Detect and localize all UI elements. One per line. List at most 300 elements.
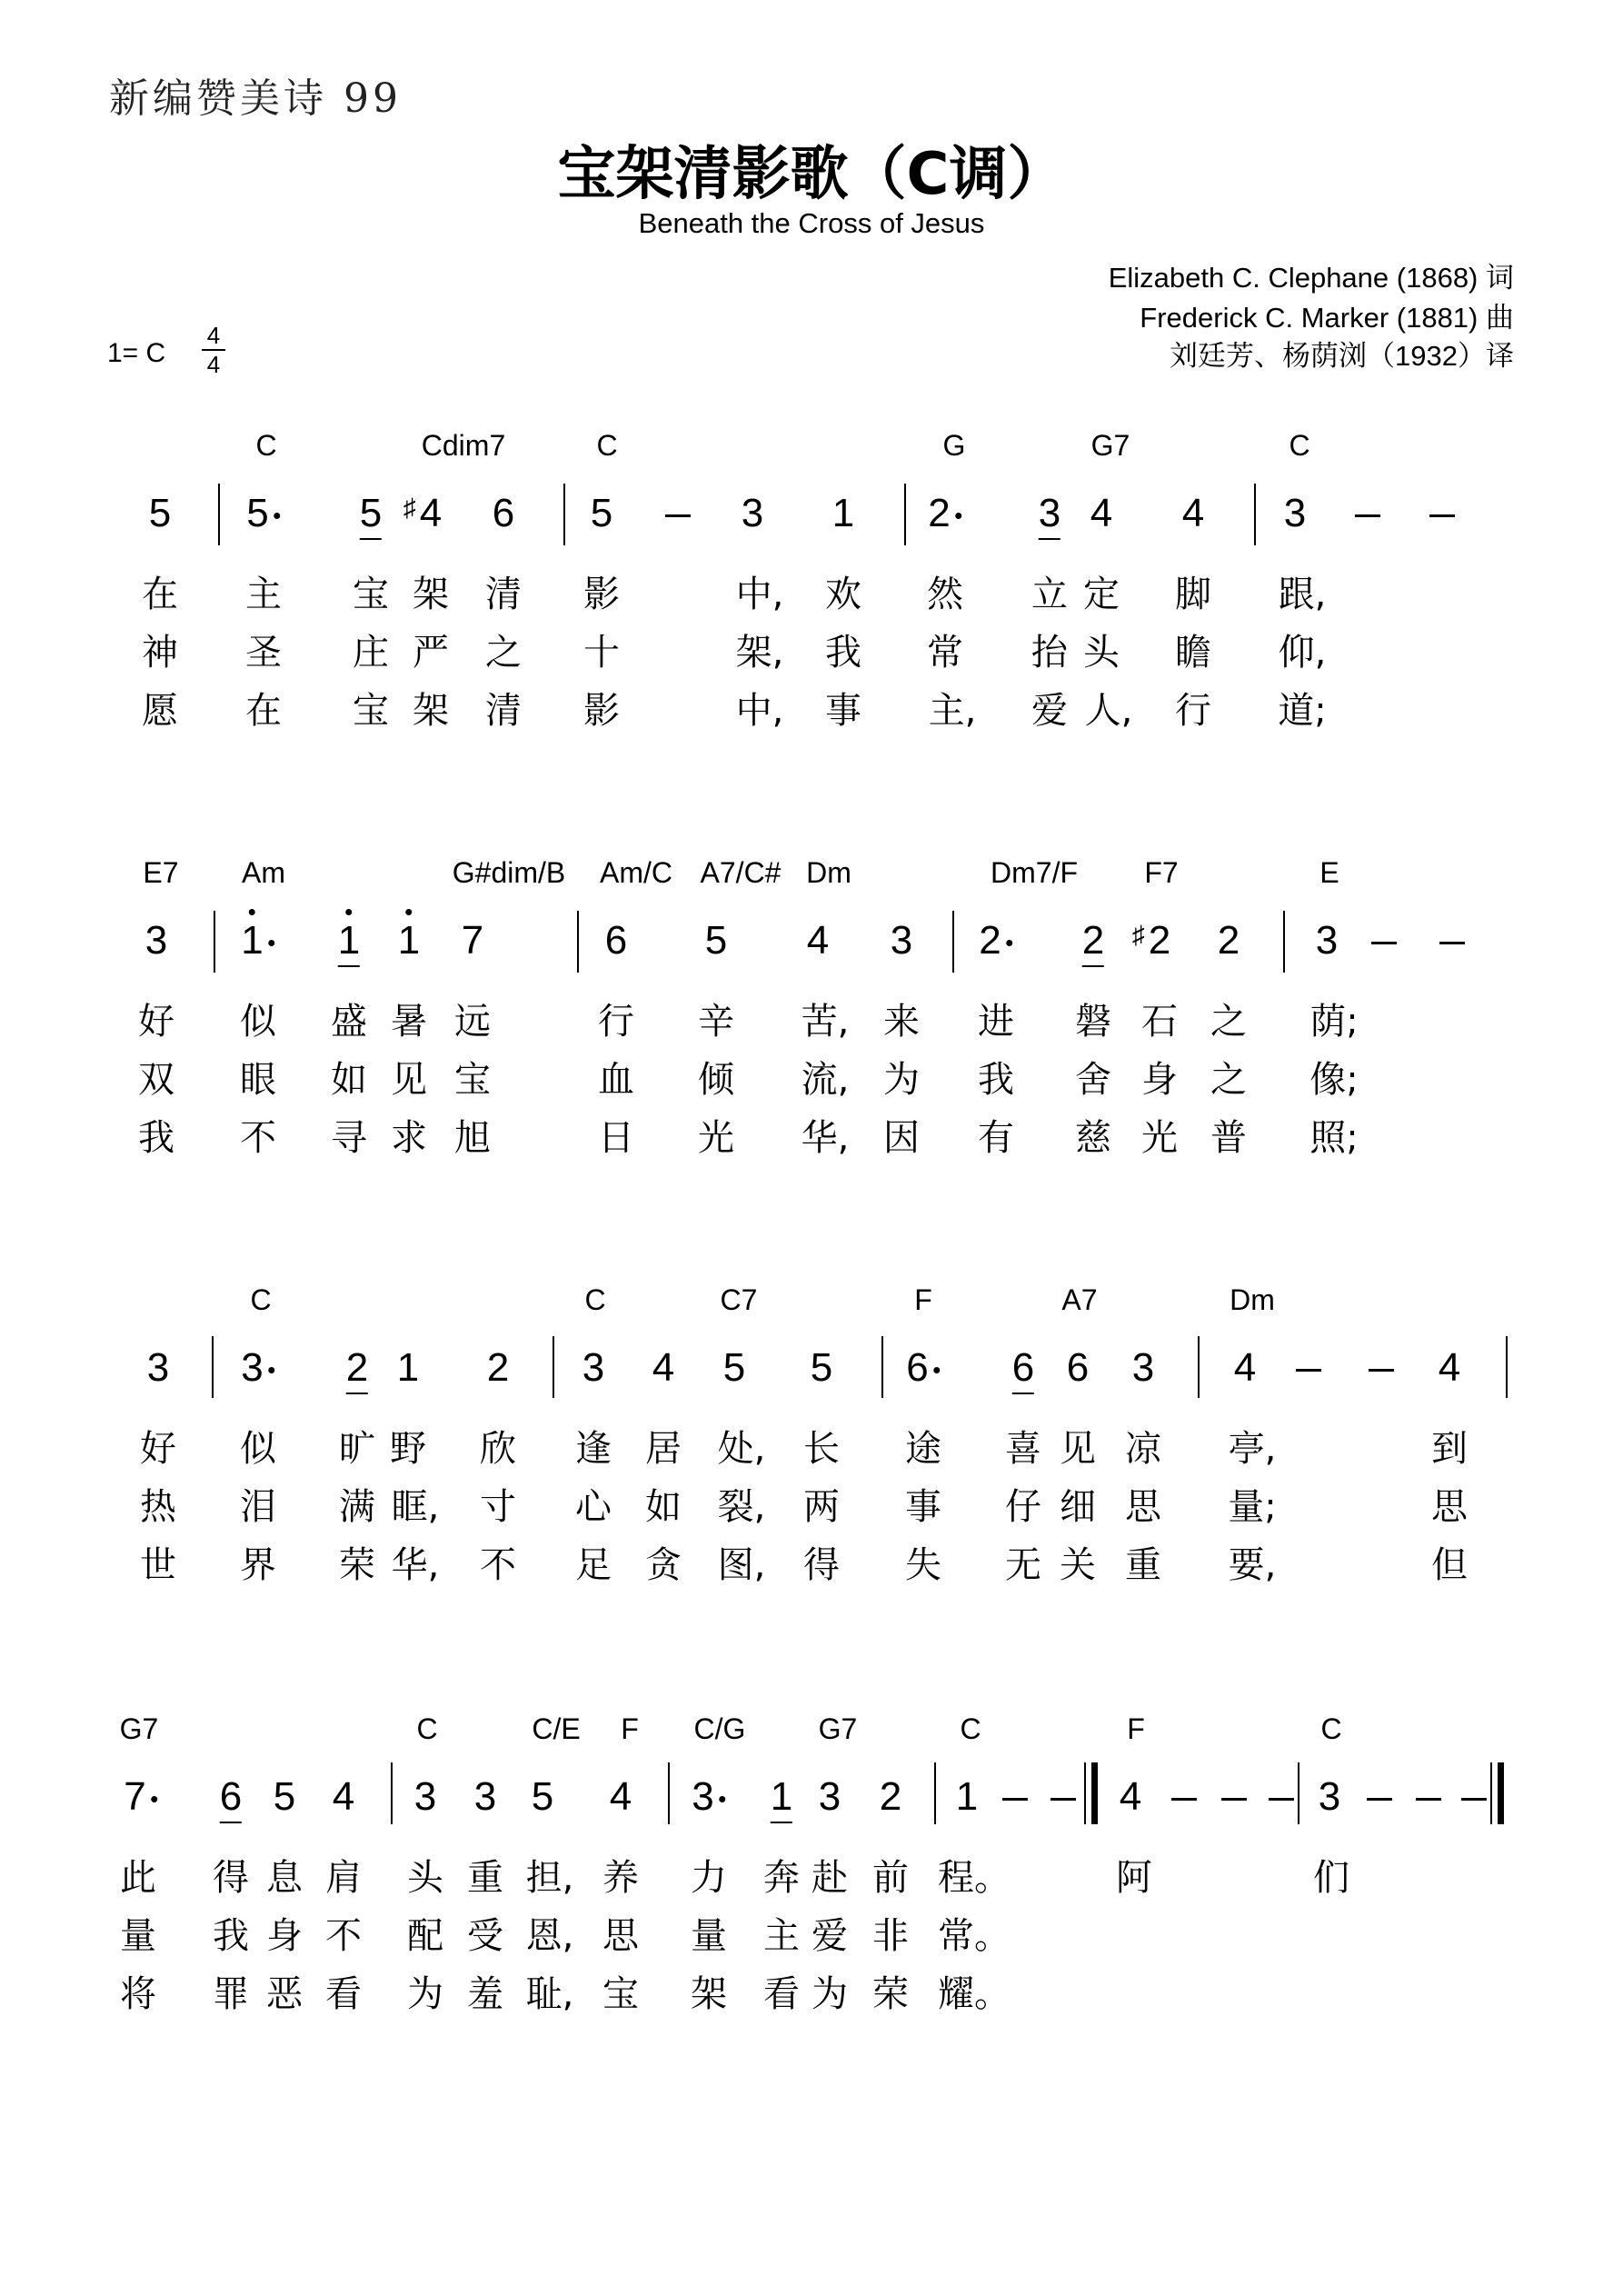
note-digit: 4 [1090, 491, 1113, 535]
note-digit: 3 [692, 1774, 714, 1819]
double-barline-thin [1084, 1762, 1086, 1824]
lyric-verse-2: 主 [763, 1915, 800, 1957]
lyric-verse-3: 看 [325, 1973, 362, 2015]
lyric-verse-3: 宝 [602, 1973, 639, 2015]
note-digit: 3 [1315, 918, 1339, 963]
lyric-verse-2: 量 [691, 1915, 727, 1957]
lyric-verse-1: 奔 [763, 1857, 800, 1899]
lyric-verse-2: 细 [1060, 1486, 1096, 1528]
lyric-verse-3: 图, [717, 1544, 766, 1586]
chord-symbol: G7 [818, 1712, 858, 1745]
note-digit: 5 [273, 1774, 296, 1819]
eighth-underline [1012, 1393, 1034, 1394]
lyric-verse-1: 前 [872, 1857, 909, 1899]
note-digit: 4 [609, 1774, 632, 1819]
sustain-dash [1461, 1798, 1487, 1801]
lyric-verse-3: 有 [978, 1117, 1014, 1159]
lyric-verse-1: 之 [1210, 1001, 1247, 1043]
sustain-dash [1439, 942, 1465, 944]
lyric-verse-2: 我 [978, 1059, 1014, 1101]
sustain-dash [1367, 1798, 1392, 1801]
note [487, 1345, 509, 1391]
note [1012, 1345, 1034, 1391]
chord-symbol: Dm [806, 856, 851, 889]
lyric-verse-3: 爱 [1031, 690, 1068, 732]
note [819, 1774, 841, 1820]
note-digit: 4 [652, 1345, 675, 1390]
note-digit: 4 [332, 1774, 355, 1819]
lyric-verse-2: 舍 [1075, 1059, 1111, 1101]
sustain-dash [1296, 1369, 1321, 1372]
lyric-verse-1: 盛 [331, 1001, 367, 1043]
note-digit: 3 [890, 918, 913, 963]
barline [577, 911, 579, 973]
chord-symbol: F [621, 1712, 639, 1745]
lyric-verse-1: 在 [142, 574, 178, 615]
lyric-verse-2: 爱 [812, 1915, 848, 1957]
chord-symbol: Am [242, 856, 285, 889]
lyric-verse-1: 见 [1060, 1428, 1096, 1470]
lyric-verse-2: 像; [1309, 1059, 1359, 1101]
chord-symbol: C/E [532, 1712, 581, 1745]
lyric-verse-1: 此 [120, 1857, 156, 1899]
key-signature: 1= C [107, 338, 166, 368]
note [220, 1774, 242, 1820]
barline [668, 1762, 670, 1824]
lyric-verse-3: 光 [698, 1117, 734, 1159]
sustain-dash [665, 514, 691, 517]
note [1316, 918, 1338, 963]
lyric-verse-1: 们 [1313, 1857, 1349, 1899]
note [591, 491, 612, 536]
lyric-verse-1: 养 [602, 1857, 639, 1899]
note [1284, 491, 1306, 536]
lyric-verse-1: 到 [1431, 1428, 1468, 1470]
eighth-underline [220, 1822, 242, 1823]
lyric-verse-1: 好 [140, 1428, 176, 1470]
lyric-verse-1: 主 [245, 574, 282, 615]
note-digit: 3 [144, 918, 168, 963]
lyric-verse-3: 寻 [331, 1117, 367, 1159]
lyric-verse-2: 非 [872, 1915, 909, 1957]
note-digit: 3 [146, 1345, 170, 1390]
lyric-verse-1: 长 [803, 1428, 840, 1470]
note-digit: 4 [1119, 1774, 1142, 1819]
lyric-verse-1: 暑 [391, 1001, 427, 1043]
note-digit: 5 [148, 491, 172, 535]
note-digit: 6 [906, 1345, 929, 1390]
lyric-verse-3: 慈 [1075, 1117, 1111, 1159]
lyric-verse-3: 清 [485, 690, 522, 732]
dotted-note-icon [274, 513, 281, 519]
note-digit: 6 [492, 491, 515, 535]
lyric-verse-3: 架 [691, 1973, 727, 2015]
lyric-verse-1: 处, [717, 1428, 766, 1470]
note [979, 918, 1012, 963]
lyric-verse-1: 中, [735, 574, 784, 615]
lyric-verse-3: 日 [598, 1117, 634, 1159]
note [124, 1774, 157, 1820]
barline [952, 911, 954, 973]
eighth-underline [771, 1822, 792, 1823]
chord-symbol: G#dim/B [452, 856, 566, 889]
lyric-verse-1: 阿 [1116, 1857, 1152, 1899]
lyric-verse-1: 途 [905, 1428, 941, 1470]
note-digit: 1 [398, 918, 420, 963]
lyric-verse-1: 清 [485, 574, 522, 615]
dotted-note-icon [956, 513, 962, 519]
barline [1283, 911, 1285, 973]
lyric-verse-1: 似 [240, 1001, 276, 1043]
lyric-verse-1: 肩 [325, 1857, 362, 1899]
lyric-verse-3: 耻, [525, 1973, 574, 2015]
chord-symbol: C [250, 1283, 272, 1316]
lyric-verse-2: 思 [602, 1915, 639, 1957]
lyric-verse-2: 之 [1210, 1059, 1247, 1101]
chord-symbol: A7 [1061, 1283, 1098, 1316]
double-barline-thick [1498, 1762, 1504, 1824]
note-digit: 5 [360, 491, 382, 536]
lyric-verse-3: 因 [883, 1117, 920, 1159]
lyric-verse-1: 磐 [1075, 1001, 1111, 1043]
lyric-verse-3: 要, [1228, 1544, 1277, 1586]
note [811, 1345, 832, 1391]
note [742, 491, 763, 536]
note-digit: 3 [1318, 1774, 1341, 1819]
lyric-verse-2: 之 [485, 632, 522, 674]
note [274, 1774, 295, 1820]
note [360, 491, 382, 536]
lyric-verse-2: 思 [1431, 1486, 1468, 1528]
lyric-verse-1: 荫; [1309, 1001, 1359, 1043]
hymnal-number: 新编赞美诗 99 [109, 75, 402, 122]
barline [881, 1336, 883, 1398]
chord-symbol: F [1127, 1712, 1145, 1745]
lyric-verse-2: 心 [575, 1486, 612, 1528]
time-signature [202, 323, 225, 377]
dotted-note-icon [269, 940, 275, 946]
lyric-verse-3: 关 [1060, 1544, 1096, 1586]
lyric-verse-3: 但 [1431, 1544, 1468, 1586]
chord-symbol: G7 [1090, 429, 1130, 462]
note [928, 491, 961, 536]
sharp-icon: ♯ [403, 494, 416, 522]
eighth-underline [1039, 538, 1060, 540]
note [1039, 491, 1060, 536]
lyric-verse-2: 思 [1125, 1486, 1161, 1528]
lyric-verse-1: 力 [691, 1857, 727, 1899]
chord-symbol: C [1289, 429, 1310, 462]
note [880, 1774, 901, 1820]
sharp-icon: ♯ [1131, 921, 1145, 949]
note [493, 491, 514, 536]
note-digit: 3 [582, 1345, 605, 1390]
lyric-verse-1: 旷 [339, 1428, 375, 1470]
lyric-verse-3: 荣 [872, 1973, 909, 2015]
note-digit: 1 [396, 1345, 420, 1390]
note-digit: 4 [1181, 491, 1205, 535]
lyric-verse-3: 在 [245, 690, 282, 732]
lyric-verse-2: 我 [213, 1915, 249, 1957]
note-digit: 5 [810, 1345, 833, 1390]
lyric-verse-2: 量 [120, 1915, 156, 1957]
lyric-verse-3: 宝 [353, 690, 389, 732]
lyric-verse-1: 重 [467, 1857, 503, 1899]
note-digit: 6 [604, 918, 628, 963]
lyric-verse-3: 普 [1210, 1117, 1247, 1159]
barline [391, 1762, 393, 1824]
lyric-verse-2: 仰, [1278, 632, 1327, 674]
lyric-verse-3: 失 [905, 1544, 941, 1586]
note [1439, 1345, 1460, 1391]
dotted-note-icon [152, 1796, 158, 1802]
note [705, 918, 727, 963]
lyric-verse-1: 居 [645, 1428, 682, 1470]
lyric-verse-1: 似 [240, 1428, 276, 1470]
sustain-dash [1002, 1798, 1028, 1801]
chord-symbol: C [1320, 1712, 1342, 1745]
note-digit: 1 [771, 1774, 792, 1820]
note [956, 1774, 978, 1820]
eighth-underline [338, 965, 360, 967]
chord-symbol: C [255, 429, 277, 462]
note-digit: 7 [124, 1774, 146, 1819]
lyric-verse-1: 喜 [1005, 1428, 1041, 1470]
chord-symbol: G7 [119, 1712, 159, 1745]
dotted-note-icon [1007, 940, 1013, 946]
note-digit: 3 [818, 1774, 841, 1819]
chord-symbol: Am/C [600, 856, 672, 889]
sustain-dash [1355, 514, 1380, 517]
lyric-verse-2: 身 [1141, 1059, 1178, 1101]
lyric-verse-2: 见 [391, 1059, 427, 1101]
page-title: 宝架清影歌（C调） [557, 141, 1066, 208]
note-digit: 1 [831, 491, 855, 535]
octave-dot-icon [405, 909, 412, 915]
lyric-verse-2: 两 [803, 1486, 840, 1528]
lyric-verse-3: 重 [1125, 1544, 1161, 1586]
lyric-verse-1: 宝 [353, 574, 389, 615]
note-digit: 3 [1283, 491, 1307, 535]
note-digit: 1 [241, 918, 263, 963]
lyric-verse-3: 主, [928, 690, 977, 732]
note [891, 918, 912, 963]
note-digit: 4 [1438, 1345, 1461, 1390]
lyric-verse-3: 旭 [454, 1117, 491, 1159]
note-digit: 2 [486, 1345, 510, 1390]
lyric-verse-3: 架 [413, 690, 449, 732]
lyric-verse-1: 辛 [698, 1001, 734, 1043]
note [397, 1345, 419, 1391]
sustain-dash [1221, 1798, 1247, 1801]
note [807, 918, 829, 963]
lyric-verse-2: 庄 [353, 632, 389, 674]
note [1319, 1774, 1340, 1820]
lyric-verse-2: 瞻 [1175, 632, 1211, 674]
lyric-verse-2: 抬 [1031, 632, 1068, 674]
barline [218, 484, 220, 545]
chord-symbol: G [942, 429, 966, 462]
note [462, 918, 483, 963]
lyric-verse-3: 影 [583, 690, 620, 732]
lyric-verse-3: 界 [240, 1544, 276, 1586]
note-digit: 2 [1082, 918, 1104, 963]
note [1132, 1345, 1154, 1391]
lyric-verse-2: 配 [407, 1915, 443, 1957]
dotted-note-icon [269, 1367, 275, 1373]
lyric-verse-1: 影 [583, 574, 620, 615]
lyric-verse-3: 贪 [645, 1544, 682, 1586]
note [605, 918, 627, 963]
chord-symbol: C [416, 1712, 438, 1745]
lyric-verse-2: 仔 [1005, 1486, 1041, 1528]
lyric-verse-3: 看 [763, 1973, 800, 2015]
octave-dot-icon [345, 909, 352, 915]
lyric-verse-3: 恶 [266, 1973, 303, 2015]
chord-symbol: Cdim7 [421, 429, 506, 462]
note-digit: 6 [1012, 1345, 1034, 1391]
lyric-verse-2: 常。 [938, 1915, 1011, 1957]
chord-symbol: E7 [143, 856, 179, 889]
lyric-verse-1: 程。 [938, 1857, 1011, 1899]
chord-symbol: C [960, 1712, 981, 1745]
barline [563, 484, 565, 545]
lyric-verse-3: 不 [480, 1544, 516, 1586]
note-digit: 6 [1066, 1345, 1090, 1390]
note-digit: 1 [338, 918, 360, 963]
note [398, 918, 420, 963]
note [906, 1345, 940, 1391]
lyric-verse-2: 宝 [454, 1059, 491, 1101]
note-digit: 2 [928, 491, 951, 535]
sustain-dash [1429, 514, 1455, 517]
chord-symbol: F7 [1144, 856, 1179, 889]
chord-symbol: A7/C# [700, 856, 782, 889]
sustain-dash [1369, 1369, 1394, 1372]
note [1067, 1345, 1089, 1391]
note [1182, 491, 1204, 536]
time-signature-bottom: 4 [206, 351, 221, 378]
composer-credit: Frederick C. Marker (1881) 曲 [1140, 302, 1514, 334]
chord-symbol: F [914, 1283, 932, 1316]
sustain-dash [1050, 1798, 1076, 1801]
lyric-verse-3: 世 [140, 1544, 176, 1586]
note [532, 1774, 553, 1820]
lyric-verse-1: 亭, [1228, 1428, 1277, 1470]
note [346, 1345, 368, 1391]
lyric-verse-1: 立 [1031, 574, 1068, 615]
english-subtitle: Beneath the Cross of Jesus [638, 207, 985, 239]
lyric-verse-3: 人, [1084, 690, 1133, 732]
note-digit: 5 [531, 1774, 554, 1819]
barline [1254, 484, 1256, 545]
lyric-verse-2: 眼 [240, 1059, 276, 1101]
note-digit: 5 [704, 918, 728, 963]
lyric-verse-2: 倾 [698, 1059, 734, 1101]
lyric-verse-2: 事 [905, 1486, 941, 1528]
sustain-dash [1171, 1798, 1197, 1801]
lyric-verse-3: 事 [825, 690, 861, 732]
sustain-dash [1269, 1798, 1294, 1801]
lyric-verse-2: 不 [325, 1915, 362, 1957]
note-digit: 4 [806, 918, 830, 963]
barline [553, 1336, 554, 1398]
note [1218, 918, 1240, 963]
dotted-note-icon [720, 1796, 726, 1802]
lyric-verse-2: 泪 [240, 1486, 276, 1528]
lyric-verse-1: 得 [213, 1857, 249, 1899]
chord-symbol: C [596, 429, 618, 462]
lyric-verse-2: 神 [142, 632, 178, 674]
lyric-verse-3: 不 [240, 1117, 276, 1159]
chord-symbol: Dm7/F [991, 856, 1078, 889]
note [610, 1774, 632, 1820]
lyric-verse-2: 常 [927, 632, 963, 674]
lyric-verse-2: 裂, [717, 1486, 766, 1528]
lyric-verse-1: 石 [1141, 1001, 1178, 1043]
lyric-verse-3: 无 [1005, 1544, 1041, 1586]
note [241, 1345, 274, 1391]
note [723, 1345, 745, 1391]
lyric-verse-2: 如 [645, 1486, 682, 1528]
lyric-verse-3: 愿 [142, 690, 178, 732]
dotted-note-icon [934, 1367, 941, 1373]
lyric-verse-3: 耀。 [938, 1973, 1011, 2015]
lyric-verse-2: 满 [339, 1486, 375, 1528]
note-digit: 1 [955, 1774, 979, 1819]
lyric-verse-1: 欢 [825, 574, 861, 615]
lyric-verse-3: 将 [120, 1973, 156, 2015]
lyric-verse-1: 定 [1083, 574, 1120, 615]
note [1090, 491, 1112, 536]
note-digit: 3 [473, 1774, 497, 1819]
lyric-verse-1: 赴 [812, 1857, 848, 1899]
note [1120, 1774, 1141, 1820]
note-digit: 5 [590, 491, 613, 535]
lyric-verse-2: 严 [413, 632, 449, 674]
lyric-verse-1: 欣 [480, 1428, 516, 1470]
note [582, 1345, 604, 1391]
lyric-verse-1: 凉 [1125, 1428, 1161, 1470]
lyric-verse-1: 进 [978, 1001, 1014, 1043]
note-digit: 3 [741, 491, 764, 535]
lyric-verse-1: 头 [407, 1857, 443, 1899]
note-digit: 2 [1217, 918, 1240, 963]
translator-credit: 刘廷芳、杨荫浏（1932）译 [1170, 340, 1514, 372]
lyric-verse-3: 中, [735, 690, 784, 732]
lyric-verse-2: 我 [825, 632, 861, 674]
note-digit: 6 [220, 1774, 242, 1820]
lyric-verse-2: 如 [331, 1059, 367, 1101]
lyric-verse-1: 跟, [1278, 574, 1327, 615]
note-digit: 2 ♯ [1149, 918, 1170, 963]
note [832, 491, 854, 536]
note [1082, 918, 1104, 963]
lyric-verse-1: 苦, [801, 1001, 850, 1043]
note [652, 1345, 674, 1391]
lyric-verse-2: 量; [1228, 1486, 1277, 1528]
lyric-verse-3: 得 [803, 1544, 840, 1586]
sustain-dash [1416, 1798, 1441, 1801]
lyric-verse-3: 为 [407, 1973, 443, 2015]
note [1131, 918, 1171, 963]
lyric-verse-3: 光 [1141, 1117, 1178, 1159]
lyric-verse-3: 华, [391, 1544, 440, 1586]
sustain-dash [1371, 942, 1397, 944]
lyric-verse-3: 为 [812, 1973, 848, 2015]
barline [934, 1762, 936, 1824]
lyric-verse-3: 罪 [213, 1973, 249, 2015]
